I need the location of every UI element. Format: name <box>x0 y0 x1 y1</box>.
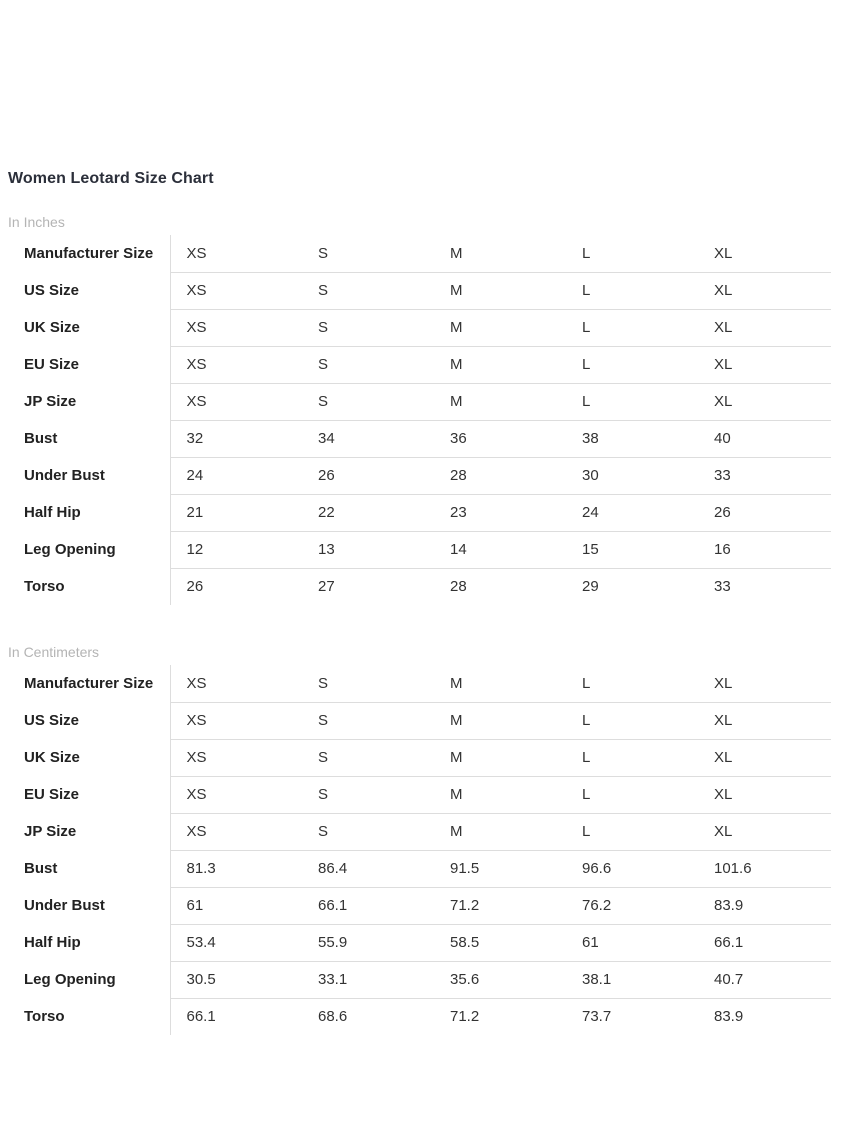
row-label: Leg Opening <box>8 961 170 998</box>
table-cell: 55.9 <box>302 924 434 961</box>
table-cell: S <box>302 702 434 739</box>
centimeters-table-body <box>8 665 831 1035</box>
table-cell: XL <box>698 739 831 776</box>
table-cell: XL <box>698 309 831 346</box>
table-cell: 26 <box>302 457 434 494</box>
table-cell: M <box>434 235 566 272</box>
inches-table-body <box>8 235 831 605</box>
table-row <box>8 961 831 998</box>
table-cell: L <box>566 383 698 420</box>
table-cell: L <box>566 665 698 702</box>
table-cell: 23 <box>434 494 566 531</box>
table-cell: M <box>434 813 566 850</box>
row-label: Bust <box>8 420 170 457</box>
table-cell: M <box>434 346 566 383</box>
table-cell: 71.2 <box>450 1008 480 1026</box>
table-row <box>8 346 831 383</box>
table-cell: S <box>302 346 434 383</box>
table-cell: L <box>566 309 698 346</box>
table-cell: 34 <box>302 420 434 457</box>
table-cell: 33 <box>714 578 731 596</box>
table-cell: 16 <box>698 531 831 568</box>
table-row <box>8 924 831 961</box>
table-row <box>8 494 831 531</box>
table-cell: 26 <box>186 578 204 596</box>
table-cell: 24 <box>170 457 302 494</box>
table-cell: M <box>434 309 566 346</box>
row-label: Half Hip <box>8 924 170 961</box>
table-row <box>8 272 831 309</box>
table-cell: 40.7 <box>698 961 831 998</box>
table-cell: 38 <box>566 420 698 457</box>
row-label: Leg Opening <box>8 531 170 568</box>
table-cell: 29 <box>582 578 599 596</box>
table-cell: L <box>566 739 698 776</box>
table-cell: L <box>566 235 698 272</box>
table-cell: 66.1 <box>302 887 434 924</box>
table-row <box>8 998 831 1035</box>
table-cell: 38.1 <box>566 961 698 998</box>
row-label: Torso <box>8 998 170 1035</box>
table-cell: S <box>302 776 434 813</box>
table-cell: XS <box>170 776 302 813</box>
table-cell: 66.1 <box>698 924 831 961</box>
row-label: Half Hip <box>8 494 170 531</box>
table-cell: XS <box>170 235 302 272</box>
row-label: UK Size <box>8 309 170 346</box>
table-row <box>8 813 831 850</box>
table-row <box>8 531 831 568</box>
row-label: Under Bust <box>8 887 170 924</box>
table-cell: 96.6 <box>566 850 698 887</box>
table-cell: XL <box>698 665 831 702</box>
page-title: Women Leotard Size Chart <box>8 170 214 187</box>
table-cell: 28 <box>434 457 566 494</box>
table-cell: XS <box>170 702 302 739</box>
table-row <box>8 420 831 457</box>
table-cell: 35.6 <box>434 961 566 998</box>
table-row <box>8 309 831 346</box>
inches-section-caption: In Inches <box>8 214 65 230</box>
table-cell: S <box>302 813 434 850</box>
table-cell: 58.5 <box>434 924 566 961</box>
row-label: EU Size <box>8 776 170 813</box>
table-cell: S <box>302 309 434 346</box>
table-cell: L <box>566 776 698 813</box>
table-cell: 33.1 <box>302 961 434 998</box>
centimeters-section-caption: In Centimeters <box>8 644 100 660</box>
table-cell: 22 <box>302 494 434 531</box>
row-label: JP Size <box>8 383 170 420</box>
table-row <box>8 457 831 494</box>
table-cell: 26 <box>698 494 831 531</box>
row-label: US Size <box>8 272 170 309</box>
table-cell: S <box>302 235 434 272</box>
centimeters-size-table <box>8 665 831 1035</box>
table-cell: 73.7 <box>582 1008 612 1026</box>
table-cell: 61 <box>566 924 698 961</box>
table-cell: L <box>566 346 698 383</box>
table-cell: 83.9 <box>698 887 831 924</box>
table-cell: M <box>434 665 566 702</box>
table-row <box>8 235 831 272</box>
table-cell: S <box>302 272 434 309</box>
table-cell: M <box>434 776 566 813</box>
table-cell: S <box>302 383 434 420</box>
table-cell: XL <box>698 702 831 739</box>
table-cell: 86.4 <box>302 850 434 887</box>
table-cell: L <box>566 702 698 739</box>
table-row <box>8 776 831 813</box>
table-cell: 21 <box>170 494 302 531</box>
table-cell: 83.9 <box>714 1008 744 1026</box>
table-cell: 91.5 <box>434 850 566 887</box>
row-label: Bust <box>8 850 170 887</box>
table-cell: 24 <box>566 494 698 531</box>
table-cell: M <box>434 739 566 776</box>
table-cell: 15 <box>566 531 698 568</box>
table-cell: 14 <box>434 531 566 568</box>
table-cell: 13 <box>302 531 434 568</box>
table-cell: XL <box>698 346 831 383</box>
row-label: US Size <box>8 702 170 739</box>
table-cell: XS <box>170 309 302 346</box>
table-row <box>8 702 831 739</box>
table-row <box>8 739 831 776</box>
table-cell: M <box>434 702 566 739</box>
table-cell: 27 <box>318 578 335 596</box>
table-row <box>8 568 831 605</box>
table-cell: 76.2 <box>566 887 698 924</box>
table-row <box>8 665 831 702</box>
row-label: Manufacturer Size <box>8 665 170 702</box>
table-cell: XS <box>170 813 302 850</box>
table-cell: XS <box>170 346 302 383</box>
table-cell: XL <box>698 776 831 813</box>
row-label: UK Size <box>8 739 170 776</box>
table-cell: XS <box>170 272 302 309</box>
table-cell: XS <box>170 739 302 776</box>
table-cell: 101.6 <box>698 850 831 887</box>
table-row <box>8 887 831 924</box>
row-label: JP Size <box>8 813 170 850</box>
row-label: Under Bust <box>8 457 170 494</box>
table-cell: 66.1 <box>186 1008 216 1026</box>
table-cell: XL <box>698 235 831 272</box>
table-cell: 30.5 <box>170 961 302 998</box>
table-cell: 71.2 <box>434 887 566 924</box>
table-cell: 81.3 <box>170 850 302 887</box>
table-row <box>8 850 831 887</box>
table-row <box>8 383 831 420</box>
table-cell: L <box>566 272 698 309</box>
table-cell: 68.6 <box>318 1008 348 1026</box>
table-cell: S <box>302 665 434 702</box>
table-cell: XS <box>170 383 302 420</box>
table-cell: XS <box>170 665 302 702</box>
table-cell: XL <box>698 813 831 850</box>
table-cell: 40 <box>698 420 831 457</box>
table-cell: 53.4 <box>170 924 302 961</box>
row-label: Torso <box>8 568 170 605</box>
table-cell: 12 <box>170 531 302 568</box>
table-cell: XL <box>698 383 831 420</box>
table-cell: XL <box>698 272 831 309</box>
table-cell: S <box>302 739 434 776</box>
row-label: EU Size <box>8 346 170 383</box>
table-cell: 61 <box>170 887 302 924</box>
table-cell: 36 <box>434 420 566 457</box>
table-cell: 32 <box>170 420 302 457</box>
inches-size-table <box>8 235 831 605</box>
table-cell: 28 <box>450 578 467 596</box>
table-cell: L <box>566 813 698 850</box>
row-label: Manufacturer Size <box>8 235 170 272</box>
table-cell: 33 <box>698 457 831 494</box>
table-cell: M <box>434 383 566 420</box>
table-cell: 30 <box>566 457 698 494</box>
table-cell: M <box>434 272 566 309</box>
